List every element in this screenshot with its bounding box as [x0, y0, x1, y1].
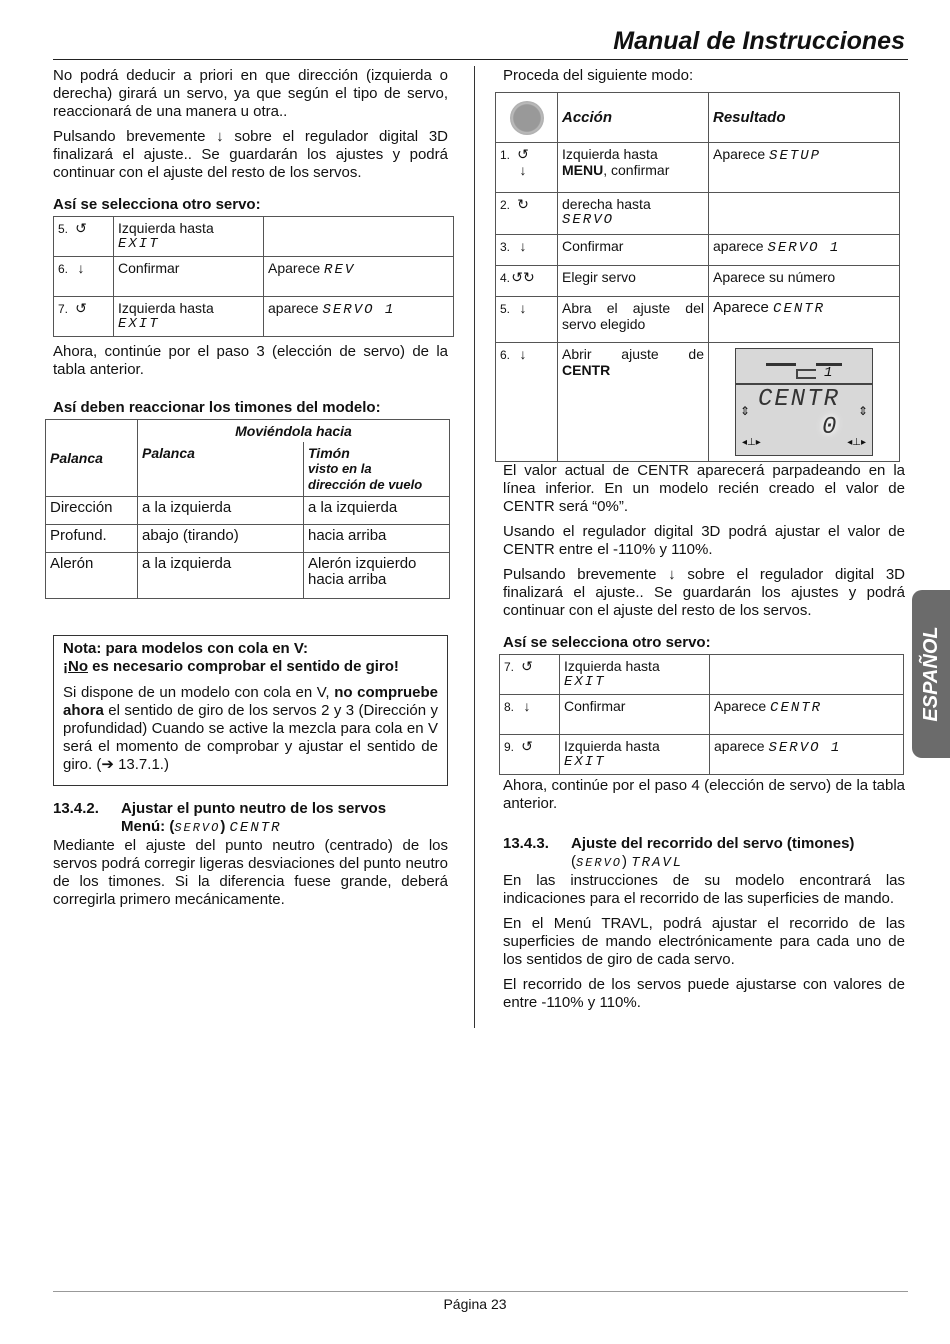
- result-text: aparece: [713, 238, 764, 254]
- action-bold: MENU: [562, 162, 604, 178]
- table-cell: a la izquierda: [304, 497, 450, 525]
- table-row: [54, 217, 454, 257]
- table-row: [496, 266, 900, 297]
- select-servo-table: [53, 216, 454, 337]
- paragraph: Proceda del siguiente modo:: [503, 67, 694, 84]
- header-cell: Palanca: [46, 420, 138, 497]
- step-number: 3.: [500, 240, 511, 254]
- action-text: Confirmar: [564, 698, 626, 714]
- action-text: Izquierda hasta: [562, 146, 658, 162]
- table-cell: Alerón: [46, 553, 138, 599]
- step-number: 8.: [504, 700, 515, 714]
- step-number: 5.: [58, 222, 69, 236]
- step-number: 4.: [500, 271, 511, 285]
- action-text: Izquierda hasta: [118, 220, 214, 236]
- table-cell: a la izquierda: [138, 553, 304, 599]
- table-row: [54, 257, 454, 297]
- step-number: 7.: [58, 302, 69, 316]
- table-cell: hacia arriba: [304, 525, 450, 553]
- result-text: Aparece su número: [713, 269, 836, 285]
- action-text: Izquierda hasta: [118, 300, 214, 316]
- trim-icon: ◂⊥▸: [847, 437, 866, 448]
- table-row: [496, 343, 900, 462]
- rudder-reaction-table: [45, 419, 450, 599]
- paragraph: No podrá deducir a priori en que dirección (izquierda o derecha) girará un servo, ya que según el tipo de servo, reaccionará de una manera u otra..: [53, 67, 448, 120]
- footer-divider: [53, 1291, 908, 1292]
- rotate-icon: ↓: [519, 300, 527, 316]
- paragraph: El valor actual de CENTR aparecerá parpadeando en la línea inferior. En un modelo recién creado el valor de CENTR será “0%”.: [503, 462, 905, 515]
- paragraph: En el Menú TRAVL, podrá ajustar el recorrido de las superficies de mando electrónicamente para cada uno de los sentidos de giro de cada servo.: [503, 915, 905, 968]
- trim-icon: ⇕: [857, 404, 868, 418]
- left-column: [50, 67, 448, 916]
- note-title: Nota: para modelos con cola en V:: [63, 640, 309, 657]
- table-cell: Alerón izquierdo hacia arriba: [304, 553, 450, 599]
- header-cell: Moviéndola hacia: [138, 420, 450, 443]
- action-text: Izquierda hasta: [564, 738, 660, 754]
- table-row: [496, 143, 900, 193]
- rotate-icon: ↺: [521, 738, 533, 754]
- action-bold: CENTR: [562, 362, 611, 378]
- result-text: Aparece: [268, 260, 321, 276]
- page-number: Página 23: [443, 1296, 507, 1312]
- paragraph: Mediante el ajuste del punto neutro (centrado) de los servos podrá corregir ligeras desviaciones del punto neutro de los timones. Si la diferencia fuese grande, deberá corregirla primero mecánicamente.: [53, 837, 448, 908]
- table-row: [500, 735, 904, 775]
- section-heading: Así se selecciona otro servo:: [503, 634, 711, 651]
- note-subtitle: ¡No es necesario comprobar el sentido de giro!: [63, 658, 399, 675]
- rotate-icon: ↺↻: [511, 269, 535, 285]
- rotate-icon: ↓: [77, 260, 85, 276]
- result-text: aparece: [268, 300, 319, 316]
- table-row: [496, 297, 900, 343]
- rotate-icon: ↺ ↓: [517, 146, 529, 178]
- lcd-value: 0: [822, 414, 839, 441]
- table-row: [496, 193, 900, 235]
- lcd-text: CENTR: [770, 700, 823, 716]
- table-row: [500, 655, 904, 695]
- lcd-text: EXIT: [118, 316, 160, 332]
- action-text: Elegir servo: [562, 269, 636, 285]
- dial-icon: [510, 101, 544, 135]
- rotate-icon: ↓: [519, 238, 527, 254]
- action-text: Abrir ajuste de: [562, 346, 704, 362]
- lcd-text: SETUP: [769, 148, 822, 164]
- paragraph: Ahora, continúe por el paso 4 (elección de servo) de la tabla anterior.: [503, 777, 905, 812]
- lcd-text: CENTR: [773, 301, 826, 317]
- step-number: 2.: [500, 198, 511, 212]
- step-number: 1.: [500, 148, 511, 162]
- column-divider: [474, 66, 475, 1028]
- rotate-icon: ↓: [519, 346, 527, 362]
- table-cell: a la izquierda: [138, 497, 304, 525]
- table-row: [496, 235, 900, 266]
- header-cell: Palanca: [138, 442, 304, 497]
- trim-icon: ◂⊥▸: [742, 437, 761, 448]
- table-row: [54, 297, 454, 337]
- step-number: 6.: [58, 262, 69, 276]
- paragraph: El recorrido de los servos puede ajustarse con valores de entre -110% y 110%.: [503, 976, 905, 1011]
- step-number: 5.: [500, 302, 511, 316]
- trim-icon: ⇕: [740, 404, 751, 418]
- header-subtext: visto en la dirección de vuelo: [308, 461, 423, 492]
- lcd-text: EXIT: [564, 754, 606, 770]
- paragraph: Ahora, continúe por el paso 3 (elección de servo) de la tabla anterior.: [53, 343, 448, 378]
- header-cell: Timón: [308, 445, 350, 461]
- note-box: [53, 635, 448, 786]
- lcd-menu: CENTR: [758, 386, 841, 413]
- lcd-text: SERVO 1: [768, 740, 842, 756]
- section-heading-13-4-3: 13.4.3. Ajuste del recorrido del servo (timones) (SERVO) TRAVL: [503, 835, 855, 871]
- action-text: Confirmar: [118, 260, 180, 276]
- lcd-servo-number: 1: [824, 365, 835, 381]
- table-row: [46, 553, 450, 599]
- lcd-text: SERVO: [562, 212, 615, 228]
- action-text: Abra el ajuste del servo elegido: [562, 300, 704, 332]
- rotate-icon: ↺: [75, 220, 87, 236]
- table-cell: Dirección: [46, 497, 138, 525]
- paragraph: Usando el regulador digital 3D podrá ajustar el valor de CENTR entre el -110% y 110%.: [503, 523, 905, 558]
- action-text: Confirmar: [562, 238, 624, 254]
- section-heading: Así deben reaccionar los timones del modelo:: [53, 399, 381, 416]
- right-column: [500, 67, 905, 1019]
- lcd-text: EXIT: [118, 236, 160, 252]
- rotate-icon: ↺: [521, 658, 533, 674]
- lcd-text: SERVO 1: [322, 302, 396, 318]
- table-row: [500, 695, 904, 735]
- result-text: Aparece: [713, 299, 769, 316]
- table-cell: Profund.: [46, 525, 138, 553]
- result-text: aparece: [714, 738, 765, 754]
- action-text: Izquierda hasta: [564, 658, 660, 674]
- rotate-icon: ↺: [75, 300, 87, 316]
- select-servo-table-2: [499, 654, 904, 775]
- language-tab: ESPAÑOL: [912, 590, 950, 758]
- paragraph: Pulsando brevemente ↓ sobre el regulador digital 3D finalizará el ajuste.. Se guardarán los ajustes y podrá continuar con el ajuste del resto de los servos.: [53, 128, 448, 181]
- step-number: 9.: [504, 740, 515, 754]
- rotate-icon: ↻: [517, 196, 529, 212]
- paragraph: En las instrucciones de su modelo encontrará las indicaciones para el recorrido de las superficies de mando.: [503, 872, 905, 907]
- lcd-text: REV: [324, 262, 356, 278]
- header-divider: [53, 59, 908, 60]
- header-cell: Acción: [558, 93, 709, 143]
- step-number: 6.: [500, 348, 511, 362]
- page-header-title: Manual de Instrucciones: [613, 27, 905, 55]
- section-heading-13-4-2: 13.4.2. Ajustar el punto neutro de los servos Menú: (SERVO) CENTR: [53, 800, 387, 836]
- table-row: [46, 497, 450, 525]
- result-text: Aparece: [714, 698, 767, 714]
- lcd-text: EXIT: [564, 674, 606, 690]
- action-text: derecha hasta: [562, 196, 651, 212]
- step-number: 7.: [504, 660, 515, 674]
- note-body: Si dispone de un modelo con cola en V, no compruebe ahora el sentido de giro de los servos 2 y 3 (Dirección y profundidad) Cuando se active la mezcla para cola en V será el momento de comprobar y ajustar el sentido de giro. (➔ 13.7.1.): [63, 684, 438, 773]
- paragraph: Pulsando brevemente ↓ sobre el regulador digital 3D finalizará el ajuste.. Se guardarán los ajustes y podrá continuar con el ajuste del resto de los servos.: [503, 566, 905, 619]
- action-text: , confirmar: [603, 162, 670, 178]
- table-cell: abajo (tirando): [138, 525, 304, 553]
- lcd-display-image: [735, 348, 873, 456]
- rotate-icon: ↓: [523, 698, 531, 714]
- result-text: Aparece: [713, 146, 766, 162]
- section-heading: Así se selecciona otro servo:: [53, 196, 261, 213]
- lcd-text: SERVO 1: [767, 240, 841, 256]
- header-cell: Resultado: [709, 93, 900, 143]
- table-row: [46, 525, 450, 553]
- procedure-table: [495, 92, 900, 462]
